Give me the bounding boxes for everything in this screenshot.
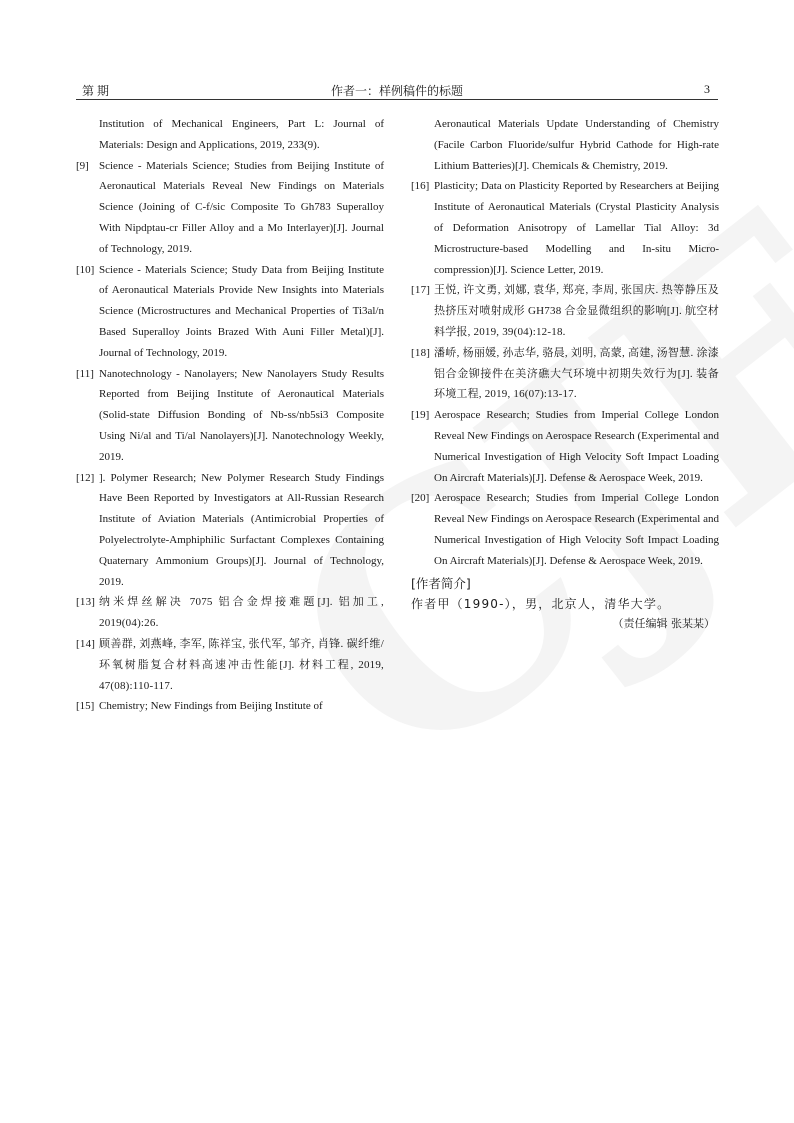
responsible-editor: （责任编辑 张某某） [612,616,715,630]
running-header [76,82,718,100]
reference-item [411,176,719,280]
reference-text: Nanotechnology - Nanolayers; New Nanolayers Study Results Reported from Beijing Institute of Aeronautical Materials (Solid-state Diffusion Bonding of Nb-ss/nb5si3 Composite Using Ni/al and Ti/al Nanolayers)[J]. Nanotechnology Weekly, 2019. [99,367,384,463]
left-column [76,114,384,717]
reference-text: Aerospace Research; Studies from Imperial College London Reveal New Findings on Aerospace Research (Experimental and Numerical Investigation of High Velocity Soft Impact Loading On Aircraft Materials)[J]. Defense & Aerospace Week, 2019. [434,492,719,567]
reference-number: [12] [76,471,95,484]
reference-item [76,156,384,260]
reference-item [76,260,384,364]
reference-continuation: Institution of Mechanical Engineers, Part L: Journal of Materials: Design and Applications, 2019, 233(9). [99,118,384,151]
reference-number: [14] [76,637,96,650]
reference-text: 顾善群, 刘燕峰, 李军, 陈祥宝, 张代军, 邹齐, 肖锋. 碳纤维/环氧树脂复合材料高速冲击性能[J]. 材料工程, 2019, 47(08):110-117. [99,637,384,692]
reference-number: [16] [411,180,430,193]
issue-label: 第 期 [82,84,110,98]
reference-number: [17] [411,284,431,297]
reference-text: Chemistry; New Findings from Beijing Institute of [99,700,323,713]
reference-text: 潘峤, 杨丽媛, 孙志华, 骆晨, 刘明, 高蒙, 高建, 汤智慧. 涂漆铝合金铆接件在美济礁大气环境中初期失效行为[J]. 装备环境工程, 2019, 16(07):13-17. [434,346,719,401]
reference-text: Science - Materials Science; Studies from Beijing Institute of Aeronautical Materials Reveal New Findings on Materials Science (Joining of C-f/sic Composite To Gh783 Superalloy With Nipdptau-cr Filler Alloy and a Mo Interlayer)[J]. Journal of Technology, 2019. [99,159,384,255]
reference-text: 王悦, 许文勇, 刘娜, 袁华, 郑亮, 李周, 张国庆. 热等静压及热挤压对喷射成形 GH738 合金显微组织的影响[J]. 航空材料学报, 2019, 39(04):12-18. [434,284,719,338]
reference-item [76,364,384,468]
reference-number: [9] [76,159,89,172]
reference-item [411,488,719,571]
author-bio-text: 作者甲（1990-），男，北京人，清华大学。 [411,596,671,611]
reference-item [411,343,719,405]
reference-item [411,405,719,488]
reference-text: Plasticity; Data on Plasticity Reported by Researchers at Beijing Institute of Aeronautical Materials (Crystal Plasticity Analysis of Deformation Anisotropy of Lamellar Tial Alloy: 3d Microstructure-based Modelling and In-situ Micro-compression)[J]. Science Letter, 2019. [434,180,719,276]
reference-text: 纳米焊丝解决 7075 铝合金焊接难题[J]. 铝加工, 2019(04):26. [99,596,384,630]
page-number: 3 [704,82,710,96]
reference-continuation: Aeronautical Materials Update Understanding of Chemistry (Facile Carbon Fluoride/sulfur Hybrid Cathode for High-rate Lithium Batteries)[J]. Chemicals & Chemistry, 2019. [434,118,719,172]
reference-number: [13] [76,596,96,609]
reference-text: Science - Materials Science; Study Data from Beijing Institute of Aeronautical Materials Provide New Insights into Materials Science (Microstructures and Mechanical Properties of Ti3al/n Based Superalloy Joints Brazed With Auni Filler Metal)[J]. Journal of Technology, 2019. [99,263,384,359]
author-bio-heading: [作者简介] [411,575,471,591]
reference-item [76,592,384,634]
reference-number: [19] [411,409,430,422]
reference-number: [15] [76,700,95,713]
reference-text: Aerospace Research; Studies from Imperial College London Reveal New Findings on Aerospace Research (Experimental and Numerical Investigation of High Velocity Soft Impact Loading On Aircraft Materials)[J]. Defense & Aerospace Week, 2019. [434,409,719,484]
reference-item [76,696,384,717]
running-title: 作者一：样例稿件的标题 [330,84,463,98]
reference-number: [18] [411,346,431,359]
reference-item [411,280,719,342]
reference-number: [10] [76,263,95,276]
reference-item [76,634,384,696]
reference-item [76,468,384,593]
reference-number: [11] [76,367,94,380]
right-column [411,114,719,634]
reference-number: [20] [411,492,430,505]
reference-text: ]. Polymer Research; New Polymer Research Study Findings Have Been Reported by Investigators at All-Russian Research Institute of Aviation Materials (Antimicrobial Properties of Polyelectrolyte-Amphiphilic Surfactant Complexes Containing Quaternary Ammonium Groups)[J]. Journal of Technology, 2019. [99,471,384,588]
